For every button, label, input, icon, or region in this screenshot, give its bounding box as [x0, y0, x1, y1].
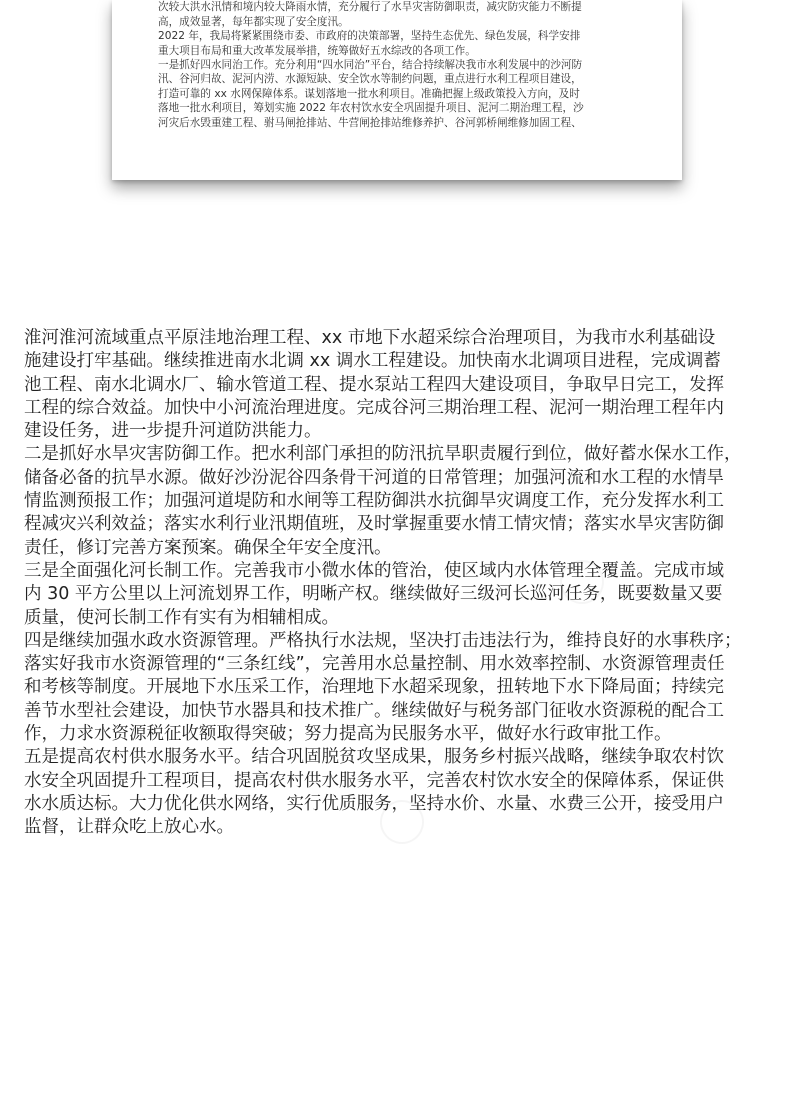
document-preview-card: [112, 0, 682, 180]
preview-line: 2022 年，我局将紧紧围绕市委、市政府的决策部署，坚持生态优先、绿色发展，科学安排: [158, 30, 581, 43]
body-line: 工程的综合效益。加快中小河流治理进度。完成谷河三期治理工程、泥河一期治理工程年内: [24, 397, 724, 418]
body-line: 三是全面强化河长制工作。完善我市小微水体的管治，使区域内水体管理全覆盖。完成市域: [24, 560, 724, 581]
body-line: 储备必备的抗旱水源。做好沙汾泥谷四条骨干河道的日常管理；加强河流和水工程的水情旱: [24, 467, 724, 488]
body-line: 内 30 平方公里以上河流划界工作，明晰产权。继续做好三级河长巡河任务，既要数量又要: [24, 584, 723, 605]
preview-line: 高，成效显著，每年都实现了安全度汛。: [158, 15, 349, 28]
body-line: 责任，修订完善方案预案。确保全年安全度汛。: [24, 537, 392, 558]
preview-text-block: [158, 0, 642, 130]
body-line: 建设任务，进一步提升河道防洪能力。: [24, 421, 322, 442]
body-line: 施建设打牢基础。继续推进南水北调 xx 调水工程建设。加快南水北调项目进程，完成调蓄: [24, 351, 721, 372]
body-line: 二是抓好水旱灾害防御工作。把水利部门承担的防汛抗旱职责履行到位，做好蓄水保水工作，: [24, 444, 742, 465]
body-line: 四是继续加强水政水资源管理。严格执行水法规，坚决打击违法行为，维持良好的水事秩序；: [24, 630, 742, 651]
preview-line: 汛、谷河归故、泥河内涝、水源短缺、安全饮水等制约问题，重点进行水利工程项目建设，: [158, 73, 582, 86]
body-line: 质量，使河长制工作有实有为相辅相成。: [24, 607, 339, 628]
body-line: 淮河淮河流域重点平原洼地治理工程、xx 市地下水超采综合治理项目，为我市水利基础设: [24, 328, 716, 348]
body-line: 善节水型社会建设，加快节水器具和技术推广。继续做好与税务部门征收水资源税的配合工: [24, 700, 724, 721]
body-line: 监督，让群众吃上放心水。: [24, 817, 234, 838]
body-line: 五是提高农村供水服务水平。结合巩固脱贫攻坚成果，服务乡村振兴战略，继续争取农村饮: [24, 747, 724, 768]
body-line: 作，力求水资源税征收额取得突破；努力提高为民服务水平，做好水行政审批工作。: [24, 724, 672, 745]
body-line: 落实好我市水资源管理的“三条红线”，完善用水总量控制、用水效率控制、水资源管理责任: [24, 654, 725, 675]
preview-line: 河灾后水毁重建工程、驸马闸抢排站、牛营闸抢排站维修养护、谷河郭桥闸维修加固工程、: [158, 116, 582, 129]
body-line: 情监测预报工作；加强河道堤防和水闸等工程防御洪水抗御旱灾调度工作，充分发挥水利工: [24, 491, 724, 512]
body-line: 水水质达标。大力优化供水网络，实行优质服务，坚持水价、水量、水费三公开，接受用户: [24, 793, 724, 814]
body-line: 水安全巩固提升工程项目，提高农村供水服务水平，完善农村饮水安全的保障体系，保证供: [24, 770, 724, 791]
preview-line: 落地一批水利项目，筹划实施 2022 年农村饮水安全巩固提升项目、泥河二期治理工程，沙: [158, 102, 584, 115]
body-line: 和考核等制度。开展地下水压采工作，治理地下水超采现象，扭转地下水下降局面；持续完: [24, 677, 724, 698]
preview-line: 一是抓好四水同治工作。充分利用“四水同治”平台，结合持续解决我市水利发展中的沙河防: [158, 59, 583, 72]
preview-line: 次较大洪水汛情和境内较大降雨水情，充分履行了水旱灾害防御职责，减灾防灾能力不断提: [158, 1, 582, 14]
body-line: 程减灾兴利效益；落实水利行业汛期值班，及时掌握重要水情工情灾情；落实水旱灾害防御: [24, 514, 724, 535]
body-line: 池工程、南水北调水厂、输水管道工程、提水泵站工程四大建设项目，争取早日完工，发挥: [24, 374, 724, 395]
preview-line: 重大项目布局和重大改革发展举措，统筹做好五水综改的各项工作。: [158, 44, 476, 57]
document-body: [24, 327, 780, 840]
preview-line: 打造可靠的 xx 水网保障体系。谋划落地一批水利项目。准确把握上级政策投入方向，及时: [158, 87, 580, 100]
